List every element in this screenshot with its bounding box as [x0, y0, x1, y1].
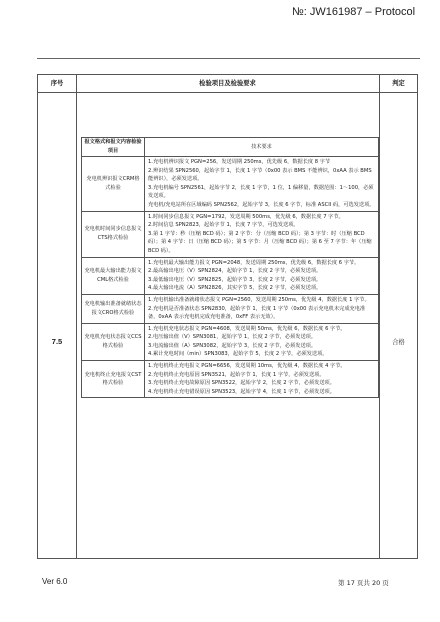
document-number: №: JW161987 – Protocol [292, 6, 416, 18]
requirement-line: 2.辨识结果 SPN2560，起始字节 1，长度 1 字节（0x00 表示 BMS 不能辨识，0xAA 表示 BMS 能辨识），必须发送项。 [148, 167, 372, 183]
requirement-line: 1.充电机终止充电报文 PGN=6656，发送周期 10ms，优先级 4，数据长度 4 字节。 [148, 363, 346, 370]
technical-requirement [145, 211, 379, 257]
requirement-line: 1.时间同步信息报文 PGN=1792，发送周期 500ms，优先级 6，数据长度 7 字节。 [148, 213, 344, 220]
requirement-line: 1.充电机输出准备就绪状态报文 PGN=2560，发送周期 250ms，优先级 4，数据长度 1 字节。 [148, 296, 370, 303]
requirement-line: 4.最大输出电流（A）SPN2826，其实字节 5，长度 2 字节，必须发送项。 [148, 285, 322, 292]
requirement-line: 充电机/充电站所在区域编码 SPN2562，起始字节 3，长度 6 字节，标准 ASCII 码，可选发送项。 [148, 201, 375, 208]
table-row [82, 294, 379, 323]
requirement-line: 2.电压输出值（V）SPN3081，起始字节 1，长度 2 字节，必须发送项。 [148, 334, 317, 341]
requirement-line: 2.充电机是否准备状态 SPN2830，起始字节 1，长度 1 字节（0x00 表示充电机未完成充电准备，0xAA 表示充电机完成充电准备，0xFF 表示无效）。 [148, 305, 366, 321]
header-items: 检验项目及检验要求 [199, 80, 256, 87]
technical-requirement [145, 323, 379, 360]
check-item-name: 充电机充电状态报文CCS格式检验 [82, 323, 145, 360]
technical-requirement [145, 361, 379, 398]
requirement-line: 4.充电机终止充电错误原因 SPN3523，起始字节 4，长度 1 字节，必须发送项。 [148, 388, 335, 395]
requirement-line: 2.时间信息 SPN2823，起始字节 1，长度 7 字节，可选发送项。 [148, 222, 299, 229]
check-item-name: 充电机最大输出能力报文CML格式检验 [82, 257, 145, 294]
column-divider [76, 75, 77, 558]
requirement-line: 3.最低输出电压（V）SPN2825，起始字节 3，长度 2 字节，必须发送项。 [148, 276, 322, 283]
requirement-line: 3.充电机编号 SPN2561，起始字节 2，长度 1 字节，1 位，1 偏移量，数据范围：1～100，必须发送项。 [148, 184, 374, 200]
table-row [82, 361, 379, 398]
column-divider [379, 75, 380, 558]
header-result: 判定 [392, 80, 405, 87]
requirement-line: 4.累计充电时间（min）SPN3083，起始字节 5，长度 2 字节，必须发送项。 [148, 351, 328, 358]
requirement-line: 1.充电机辨识报文 PGN=256，发送周期 250ms，优先级 6，数据长度 8 字节 [148, 159, 331, 165]
inner-header-name: 报文格式和报文内容检验项目 [82, 138, 145, 157]
requirement-line: 1.充电机最大输出能力报文 PGN=2048，发送周期 250ms，优先级 6，数据长度 6 字节。 [148, 259, 360, 266]
requirement-line: 3.电流输出值（A）SPN3082，起始字节 3，长度 2 字节，必须发送项。 [148, 342, 317, 349]
table-row [82, 211, 379, 257]
header-rule [37, 58, 420, 59]
table-row [82, 323, 379, 360]
check-item-name: 充电机时间同步信息报文CTS格式检验 [82, 211, 145, 257]
technical-requirement [145, 157, 379, 212]
check-item-name: 充电机输出准备就绪状态报文CRO格式检验 [82, 294, 145, 323]
footer-page-number: 第 17 页共 20 页 [338, 579, 389, 587]
requirement-line: 3.第 1 字节：秒（压缩 BCD 码）；第 2 字节：分（压缩 BCD 码）；第 3 字节：时（压缩 BCD 码）；第 4 字节：日（压缩 BCD 码）；第 5 字节：月（压缩 BCD 码）；第 6 至 7 字节：年（压缩 BCD 码）。 [148, 230, 372, 254]
header-serial-no: 序号 [50, 80, 64, 87]
inner-header-requirement: 技术要求 [145, 138, 379, 157]
technical-requirement [145, 257, 379, 294]
requirement-line: 2.充电机终止充电原因 SPN3521，起始字节 1，长度 1 字节，必须发送项。 [148, 371, 325, 378]
inner-header-row [82, 138, 379, 157]
requirement-line: 3.充电机终止充电故障原因 SPN3522，起始字节 2，长度 2 字节，必须发送项。 [148, 380, 335, 387]
technical-requirement [145, 294, 379, 323]
requirement-line: 2.最高输出电压（V）SPN2824，起始字节 1，长度 2 字节，必须发送项。 [148, 268, 322, 275]
check-item-name: 充电机辨识报文CRM格式检验 [82, 157, 145, 212]
requirement-line: 1.充电机充电状态报文 PGN=4608，发送周期 50ms，优先级 6，数据长度 6 字节。 [148, 325, 346, 332]
verdict: 合格 [392, 339, 405, 346]
footer-version: Ver 6.0 [42, 577, 68, 586]
message-format-table [81, 137, 379, 398]
clause-number: 7.5 [51, 337, 63, 346]
table-row [82, 257, 379, 294]
check-item-name: 充电机终止充电报文CST格式检验 [82, 361, 145, 398]
header-divider [38, 92, 417, 93]
table-row [82, 157, 379, 212]
